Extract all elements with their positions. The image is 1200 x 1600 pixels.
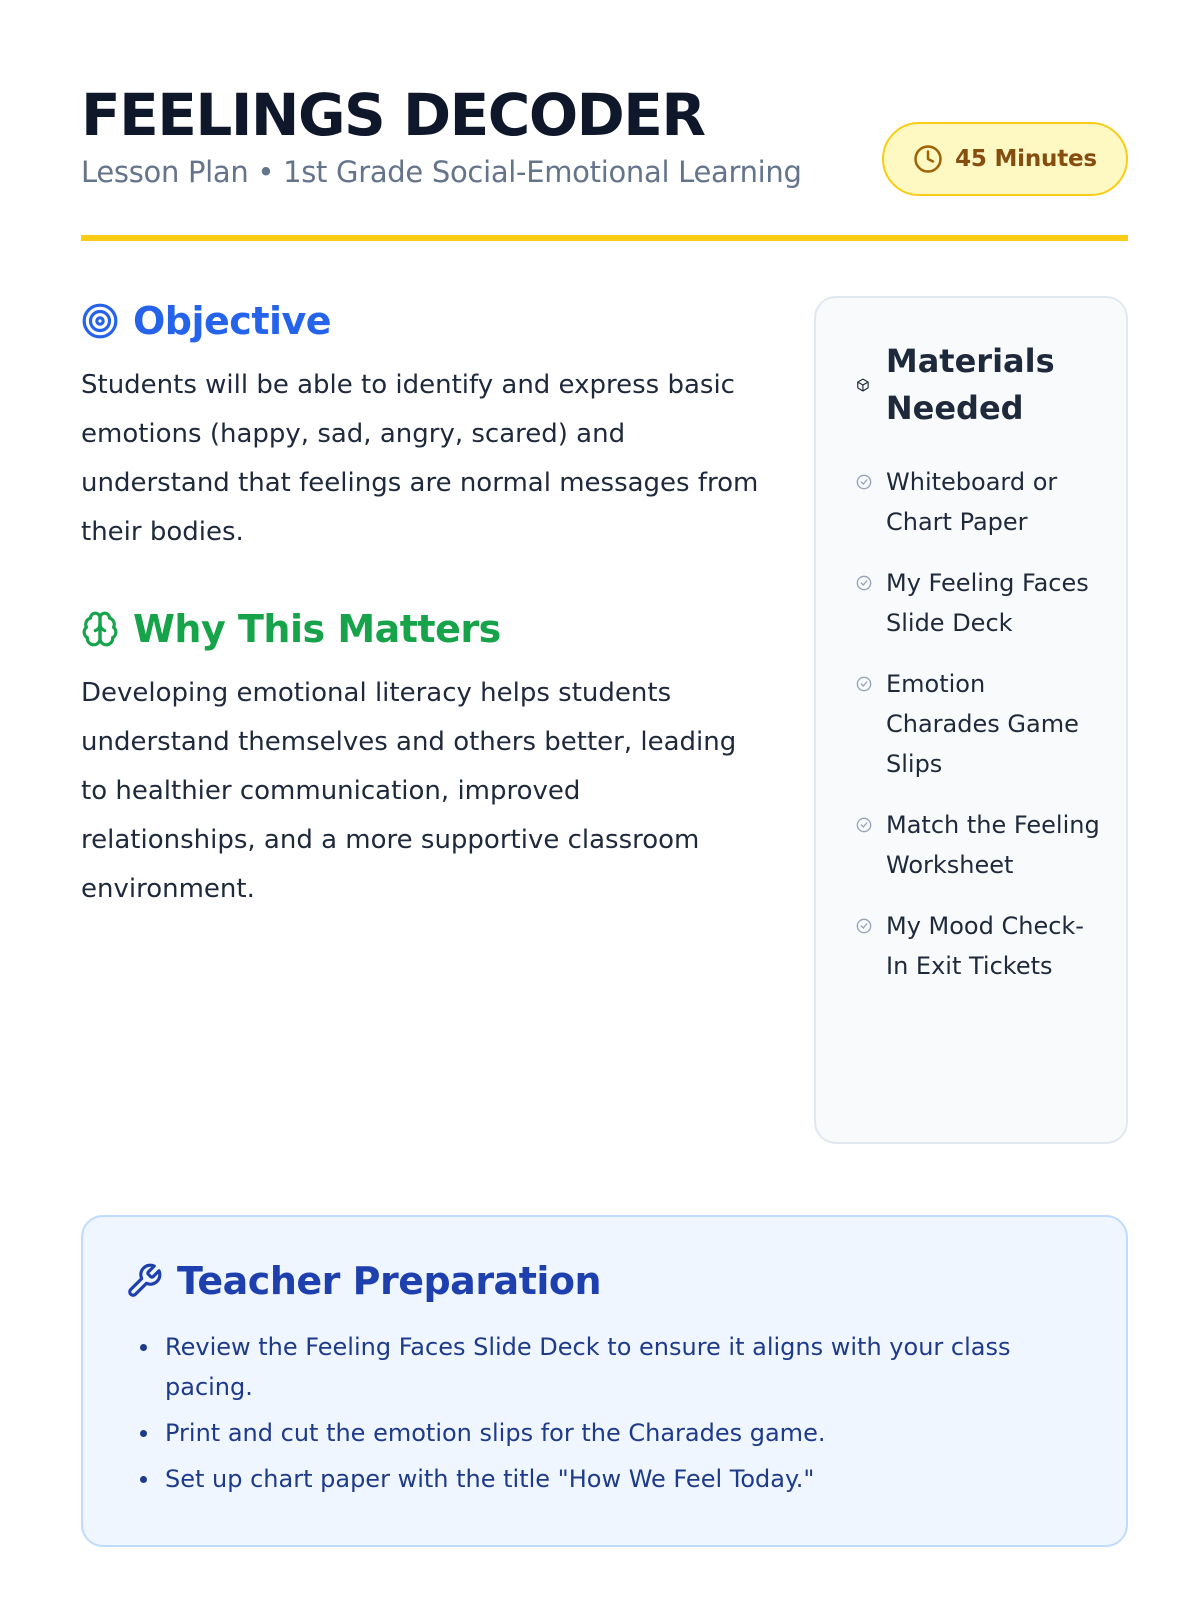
check-circle-icon — [856, 474, 872, 490]
why-text: Developing emotional literacy helps students understand themselves and others better, leading to healthier communication, improved relationships, and a more supportive classroom environment. — [81, 678, 737, 904]
brain-icon — [81, 610, 119, 648]
duration-label: 45 Minutes — [955, 146, 1097, 172]
objective-text: Students will be able to identify and express basic emotions (happy, sad, angry, scared) and understand that feelings are normal messages from their bodies. — [81, 370, 759, 547]
list-item — [856, 563, 1106, 643]
check-circle-icon — [856, 676, 872, 692]
material-label: Emotion Charades Game Slips — [886, 670, 1079, 778]
prep-list — [125, 1327, 1086, 1499]
page-title: FEELINGS DECODER — [81, 81, 705, 149]
prep-heading — [125, 1251, 1086, 1311]
materials-heading — [856, 338, 1106, 432]
materials-title: Materials Needed — [885, 342, 1055, 427]
list-item — [856, 906, 1106, 986]
list-item — [856, 462, 1106, 542]
why-title: Why This Matters — [133, 607, 501, 651]
teacher-preparation-card — [81, 1215, 1128, 1547]
header — [81, 80, 1128, 240]
prep-title: Teacher Preparation — [177, 1259, 602, 1303]
wrench-icon — [125, 1262, 163, 1300]
objective-title: Objective — [133, 299, 332, 343]
materials-list — [856, 462, 1106, 986]
check-circle-icon — [856, 918, 872, 934]
material-label: My Mood Check-In Exit Tickets — [886, 912, 1084, 980]
list-item: Review the Feeling Faces Slide Deck to ensure it aligns with your class pacing. — [125, 1327, 1086, 1407]
materials-card — [814, 296, 1128, 1144]
list-item: Print and cut the emotion slips for the Charades game. — [125, 1413, 1086, 1453]
lesson-plan-page — [81, 0, 1128, 1600]
material-label: Whiteboard or Chart Paper — [886, 468, 1058, 536]
material-label: Match the Feeling Worksheet — [886, 811, 1100, 879]
box-icon — [856, 375, 870, 395]
list-item — [856, 664, 1106, 784]
main-column — [81, 293, 761, 914]
why-heading — [81, 601, 761, 657]
objective-heading — [81, 293, 761, 349]
header-divider — [81, 235, 1128, 241]
duration-badge — [882, 122, 1128, 196]
clock-icon — [913, 144, 943, 174]
target-icon — [81, 302, 119, 340]
page-subtitle: Lesson Plan • 1st Grade Social-Emotional Learning — [81, 155, 802, 189]
list-item: Set up chart paper with the title "How We Feel Today." — [125, 1459, 1086, 1499]
list-item — [856, 805, 1106, 885]
check-circle-icon — [856, 817, 872, 833]
check-circle-icon — [856, 575, 872, 591]
material-label: My Feeling Faces Slide Deck — [886, 569, 1089, 637]
